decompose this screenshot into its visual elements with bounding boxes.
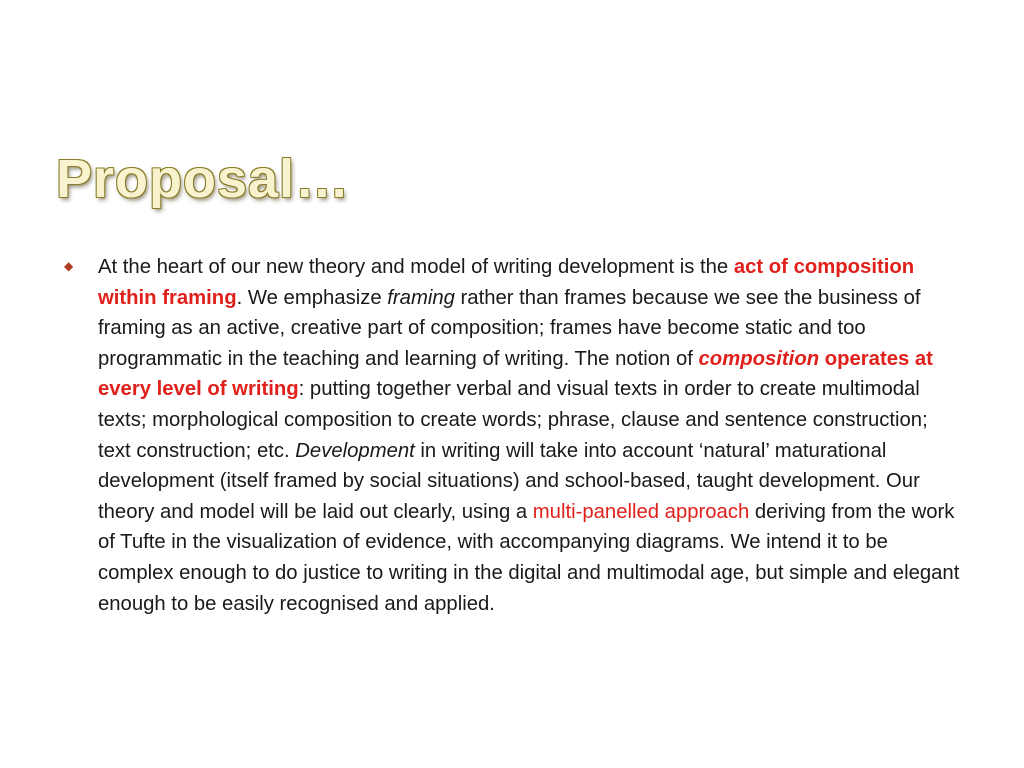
emphasis-act-of-composition: act of composition within framing — [98, 256, 915, 309]
bullet-item — [62, 252, 962, 619]
text-segment: . We emphasize — [236, 286, 388, 309]
emphasis-development: Development — [295, 439, 415, 462]
emphasis-multi-panelled: multi-panelled approach — [532, 500, 750, 523]
bullet-list — [62, 252, 962, 619]
text-segment: At the heart of our new theory and model of writing development is the — [98, 256, 734, 278]
emphasis-operates-every-level: operates at every level of writing — [98, 347, 933, 401]
emphasis-composition: composition — [698, 347, 820, 370]
text-segment: : putting together verbal and visual texts in order to create multimodal texts; morphological composition to create words; phrase, clause and sentence construction; text construction; etc. — [98, 378, 928, 462]
slide-title: Proposal… — [56, 149, 351, 209]
emphasis-framing: framing — [387, 286, 455, 309]
diamond-bullet-icon: ◆ — [64, 259, 74, 273]
text-segment: rather than frames because we see the business of framing as an active, creative part of composition; frames have become static and too programmatic in the teaching and learning of writing. The notion of — [98, 286, 921, 370]
text-segment: in writing will take into account ‘natural’ maturational development (itself framed by social situations) and school-based, taught development. Our theory and model will be laid out clearly, using a — [98, 439, 920, 523]
body-paragraph — [98, 252, 962, 619]
text-segment: deriving from the work of Tufte in the visualization of evidence, with accompanying diagrams. We intend it to be complex enough to do justice to writing in the digital and multimodal age, but simple and elegant enough to be easily recognised and applied. — [98, 500, 960, 615]
